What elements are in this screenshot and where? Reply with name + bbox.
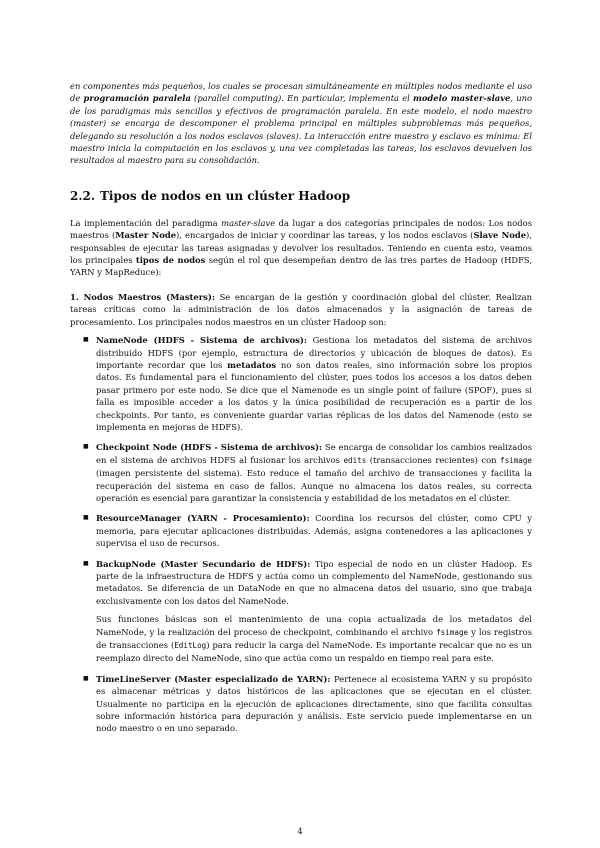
text: La implementación del paradigma: [70, 217, 222, 228]
intro-bold-master-slave: modelo master-slave: [412, 93, 511, 104]
text: ), encargados de iniciar y coordinar las tareas, y los nodos esclavos (: [176, 230, 474, 241]
list-item-checkpoint: [70, 441, 532, 504]
item-title: NameNode (HDFS - Sistema de archivos):: [96, 335, 307, 346]
list-item-timelineserver: [70, 673, 532, 735]
text: según el rol que desempeñan dentro de las tres partes de Hadoop (HDFS, YARN y MapReduce):: [70, 255, 533, 278]
list-item-namenode: [70, 334, 532, 433]
intro-bold-parallel: programación paralela: [83, 93, 191, 104]
item-title: BackupNode (Master Secundario de HDFS):: [96, 558, 311, 569]
master-nodes-list: [70, 334, 532, 735]
bold-term: Slave Node: [473, 230, 527, 241]
code-term: fsimage: [436, 627, 469, 637]
item-title: ResourceManager (YARN - Procesamiento):: [96, 513, 310, 524]
item-text: Sus funciones básicas son el mantenimiento de una copia actualizada de los metadatos del NameNode, y la realización del proceso de checkpoint, combinando el archivo: [96, 614, 532, 637]
intro-text: , uno de los paradigmas más sencillos y efectivos de programación paralela. En este modelo, el nodo maestro (master) se encarga de descomponer el problema principal en múltiples subproblemas más pequeños, delegando su resolución a los nodos esclavos (slaves). La interacción entre maestro y esclavo es mínima: El maestro inicia la computación en los esclavos y, una vez completadas las tareas, los esclavos devuelven los resultados al maestro para su consolidación.: [70, 93, 533, 166]
section-heading: [70, 189, 532, 203]
item-text: Se encarga de consolidar los cambios realizados en el sistema de archivos HDFS al fusionar los archivos: [96, 442, 532, 465]
bold-term: Master Node: [115, 230, 177, 241]
code-term: edits: [343, 455, 367, 465]
intro-text: en componentes más pequeños, los cuales se procesan simultáneamente en múltiples nodos mediante el uso de: [70, 81, 532, 104]
italic-term: master-slave: [221, 217, 276, 228]
intro-paragraph: [70, 80, 532, 167]
intro-text: (parallel computing). En particular, implementa el: [190, 93, 413, 104]
backupnode-subparagraph: [96, 613, 532, 665]
section-number: 2.2.: [70, 188, 96, 203]
item-title: Checkpoint Node (HDFS - Sistema de archivos):: [96, 442, 323, 453]
bold-term: tipos de nodos: [135, 255, 206, 266]
code-term: fsimage: [500, 455, 533, 465]
page-content: [70, 80, 532, 743]
code-term: EditLog: [174, 641, 207, 651]
section-paragraph: [70, 217, 532, 279]
item-text: Gestiona los metadatos del sistema de archivos distribuido HDFS (por ejemplo, estructura de directorios y ubicación de bloques de datos). Es importante recordar que los: [96, 335, 532, 370]
item-text: y los registros de transacciones (: [96, 626, 533, 651]
item-text: Pertenece al ecosistema YARN y su propósito es almacenar métricas y datos históricos de las aplicaciones que se ejecutan en el clúster. Usualmente no participa en la ejecución de aplicaciones directamente, sino que facilita consultas sobre información histórica para depuración y análisis. Este servicio puede implementarse en un nodo maestro o en uno separado.: [96, 673, 532, 734]
item-text: no son datos reales, sino información sobre los propios datos. Es fundamental para el funcionamiento del clúster, pues todos los accesos a los datos deben pasar primero por este nodo. Se dice que el Namenode es un single point of failure (SPOF), pues si falla es imposible acceder a los datos y la única posibilidad de recuperación es a partir de los checkpoints. Por tanto, es conveniente guardar varias réplicas de los datos del Namenode (esto se implementa en mejoras de HDFS).: [96, 359, 532, 432]
text: ), responsables de ejecutar las tareas asignadas y devolver los resultados. Teniendo en cuenta esto, veamos los principales: [70, 230, 532, 266]
text: da lugar a dos categorías principales de nodos: Los nodos maestros (: [70, 217, 533, 241]
item-title: TimeLineServer (Master especializado de YARN):: [96, 673, 331, 684]
item-text: (imagen persistente del sistema). Esto reduce el tamaño del archivo de transacciones y facilita la recuperación del sistema en caso de fallos. Aunque no almacena los datos reales, su correcta operación es esencial para garantizar la consistencia y estabilidad de los metadatos en el clúster.: [96, 468, 532, 503]
bold-term: metadatos: [227, 359, 277, 370]
section-title: Tipos de nodos en un clúster Hadoop: [100, 188, 351, 203]
item-text: Tipo especial de nodo en un clúster Hadoop. Es parte de la infraestructura de HDFS y actúa como un complemento del NameNode, gestionando sus metadatos. Se diferencia de un DataNode en que no almacena datos del usuario, sino que trabaja exclusivamente con los datos del NameNode.: [96, 558, 532, 606]
masters-text: Se encargan de la gestión y coordinación global del clúster. Realizan tareas críticas como la administración de los datos almacenados y la asignación de tareas de procesamiento. Los principales nodos maestros en un clúster Hadoop son:: [70, 291, 532, 327]
list-item-backupnode: [70, 558, 532, 665]
item-text: ) para reducir la carga del NameNode. Es importante recalcar que no es un reemplazo directo del NameNode, sino que actúa como un respaldo en tiempo real para este.: [96, 640, 532, 664]
item-text: (transacciones recientes) con: [366, 454, 500, 465]
page-number: 4: [297, 826, 303, 836]
masters-heading: 1. Nodos Maestros (Masters):: [70, 291, 215, 302]
list-item-resourcemanager: [70, 512, 532, 549]
masters-paragraph: [70, 291, 532, 328]
item-text: Coordina los recursos del clúster, como CPU y memoria, para ejecutar aplicaciones distribuidas. Además, asigna contenedores a las aplicaciones y supervisa el uso de recursos.: [96, 513, 533, 549]
